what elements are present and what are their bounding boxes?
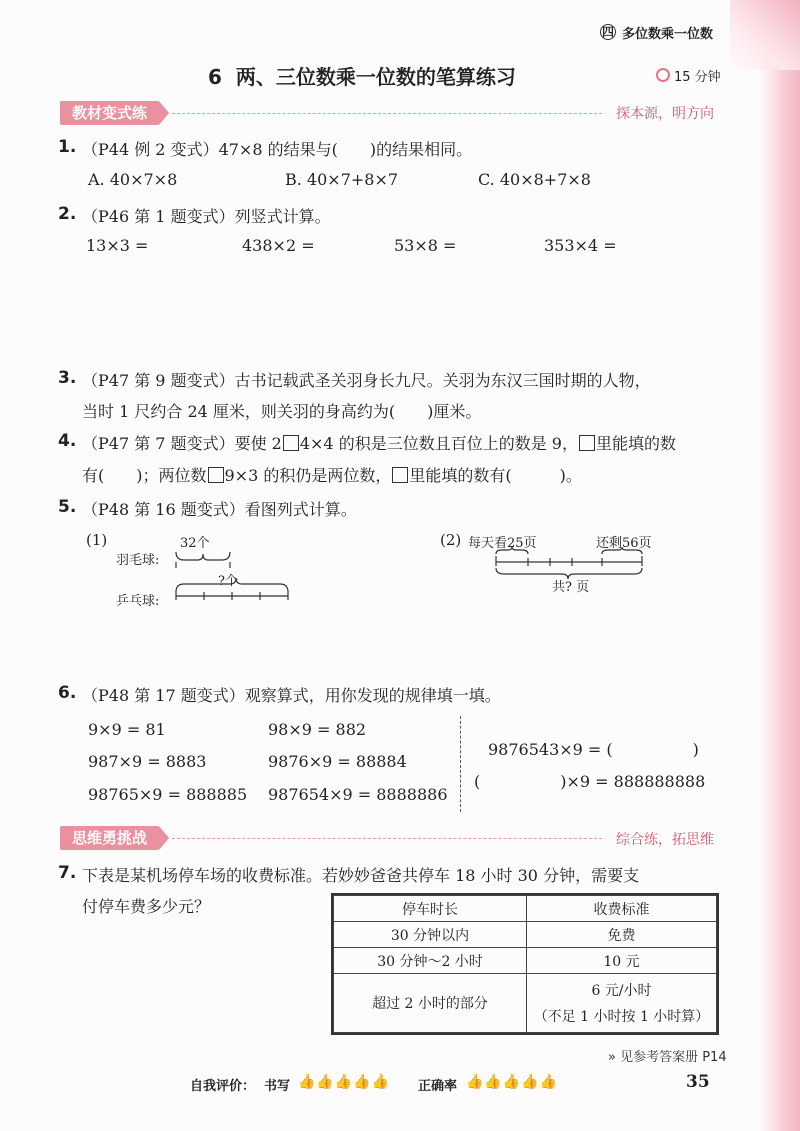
q4-blank-box-ref-1: [579, 435, 595, 451]
total-brace: [496, 568, 642, 579]
question-6-text: （P48 第 17 题变式）观察算式，用你发现的规律填一填。: [82, 686, 501, 705]
q5-part1-diagram: [170, 540, 300, 610]
q2-item-2: 438×2 =: [242, 236, 315, 255]
table-header-fee: 收费标准: [527, 896, 717, 922]
q4-blank-box-ref-2: [392, 467, 408, 483]
question-number-3: 3.: [58, 368, 77, 388]
section-tag-challenge: 综合练，拓思维: [616, 832, 714, 848]
q5-remaining-pages: 还剩56页: [596, 536, 652, 551]
q5-daily-pages: 每天看25页: [468, 536, 537, 551]
table-cell-fee-3: [527, 974, 717, 1033]
question-number-5: 5.: [58, 497, 77, 517]
q5-pingpong-label: 乒乓球:: [116, 594, 160, 609]
lesson-title: 6 两、三位数乘一位数的笔算练习: [208, 65, 516, 89]
accuracy-thumbs-up-icon[interactable]: 👍👍👍👍👍: [466, 1074, 559, 1090]
daily-brace: [496, 547, 528, 554]
question-4-line-1: [82, 431, 676, 454]
q4-blank-box-2[interactable]: [208, 467, 224, 483]
time-limit: 15 分钟: [674, 70, 721, 85]
question-5-text: （P48 第 16 题变式）看图列式计算。: [82, 500, 357, 519]
q5-badminton-count: 32个: [180, 536, 210, 551]
q4-blank-box-1[interactable]: [283, 435, 299, 451]
question-number-1: 1.: [58, 137, 77, 157]
q6-col2-row1: 98×9 = 882: [268, 720, 367, 739]
q1-option-b[interactable]: B. 40×7+8×7: [285, 170, 399, 189]
q4-text-1c: 里能填的数: [595, 434, 676, 453]
q5-part1-label: (1): [86, 531, 108, 549]
chapter-title: 多位数乘一位数: [622, 27, 714, 42]
q5-pingpong-count: ?个: [218, 574, 238, 589]
q6-col1-row2: 987×9 = 8883: [88, 752, 207, 771]
q6-fill-1[interactable]: 9876543×9 = ( ): [488, 740, 699, 759]
writing-label: 书写: [264, 1079, 291, 1094]
section-divider-2: [172, 838, 602, 839]
remaining-brace: [602, 547, 642, 554]
page-edge-decoration: [758, 0, 800, 1131]
q4-text-2b: 9×3 的积仍是两位数，: [224, 466, 392, 485]
q5-total-pages: 共? 页: [552, 580, 590, 595]
fee-rate: 6 元/小时: [591, 983, 652, 999]
q5-badminton-label: 羽毛球:: [116, 553, 160, 568]
table-header-duration: 停车时长: [334, 896, 527, 922]
section-divider: [172, 113, 602, 114]
q6-fill-2[interactable]: ( )×9 = 888888888: [474, 772, 706, 791]
q4-text-1b: 4×4 的积是三位数且百位上的数是 9，: [299, 434, 578, 453]
question-number-7: 7.: [58, 863, 77, 883]
page-corner-decoration: [730, 0, 800, 70]
pingpong-brace: [176, 578, 288, 592]
question-7-line-2: 付停车费多少元？: [82, 897, 211, 916]
q1-option-c[interactable]: C. 40×8+7×8: [478, 170, 591, 189]
writing-thumbs-up-icon[interactable]: 👍👍👍👍👍: [298, 1074, 391, 1090]
question-4-line-2: [82, 463, 582, 486]
q6-dashed-divider: [460, 716, 461, 812]
table-cell-fee-2: 10 元: [527, 948, 717, 974]
table-cell-duration-3: 超过 2 小时的部分: [334, 974, 527, 1033]
alarm-clock-icon: [656, 68, 670, 82]
q1-option-a[interactable]: A. 40×7×8: [88, 170, 178, 189]
q2-item-1: 13×3 =: [86, 236, 149, 255]
question-3-line-1: （P47 第 9 题变式）古书记载武圣关羽身长九尺。关羽为东汉三国时期的人物，: [82, 371, 651, 390]
table-cell-duration-2: 30 分钟～2 小时: [334, 948, 527, 974]
q2-item-4: 353×4 =: [544, 236, 617, 255]
badminton-brace: [176, 552, 230, 560]
q4-text-2a: 有( )；两位数: [82, 466, 207, 485]
q6-col2-row2: 9876×9 = 88884: [268, 752, 407, 771]
q4-text-2c: 里能填的数有( )。: [409, 466, 582, 485]
q6-col2-row3: 987654×9 = 8888886: [268, 785, 448, 804]
question-number-4: 4.: [58, 431, 77, 451]
answer-reference: » 见参考答案册 P14: [608, 1050, 727, 1065]
table-cell-duration-1: 30 分钟以内: [334, 922, 527, 948]
accuracy-label: 正确率: [418, 1079, 458, 1094]
table-cell-fee-1: 免费: [527, 922, 717, 948]
section-tag-textbook: 探本源，明方向: [616, 106, 714, 122]
question-3-line-2: 当时 1 尺约合 24 厘米，则关羽的身高约为( )厘米。: [82, 402, 482, 421]
question-number-2: 2.: [58, 204, 77, 224]
question-2-text: （P46 第 1 题变式）列竖式计算。: [82, 207, 331, 226]
self-evaluation-label: 自我评价：: [190, 1079, 256, 1094]
chapter-mark: 四: [601, 25, 614, 39]
q5-part2-diagram: [490, 546, 660, 580]
question-7-line-1: 下表是某机场停车场的收费标准。若妙妙爸爸共停车 18 小时 30 分钟，需要支: [82, 866, 640, 885]
q5-part2-label: (2): [440, 531, 462, 549]
q2-item-3: 53×8 =: [394, 236, 457, 255]
section-badge-challenge: 思维勇挑战: [60, 826, 159, 850]
q6-col1-row3: 98765×9 = 888885: [88, 785, 248, 804]
fee-rounding-note: （不足 1 小时按 1 小时算）: [533, 1009, 710, 1025]
section-badge-textbook: 教材变式练: [60, 101, 159, 125]
q4-text-1a: （P47 第 7 题变式）要使 2: [82, 434, 282, 453]
page-number: 35: [686, 1072, 710, 1092]
parking-fee-table: [333, 895, 717, 1033]
question-number-6: 6.: [58, 683, 77, 703]
q6-col1-row1: 9×9 = 81: [88, 720, 166, 739]
question-1-text: （P44 例 2 变式）47×8 的结果与( )的结果相同。: [82, 140, 473, 159]
